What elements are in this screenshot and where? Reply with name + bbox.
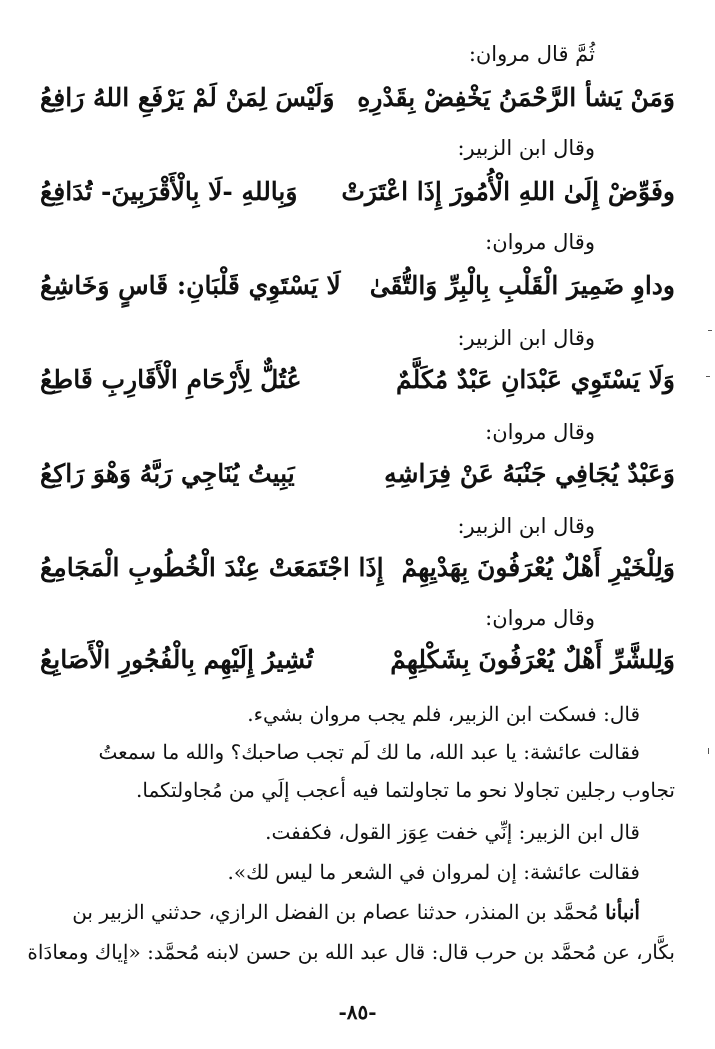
prose-paragraph-line: فقالت عائشة: يا عبد الله، ما لك لَم تجب صاحبك؟ والله ما سمعتُ: [98, 740, 640, 764]
prose-paragraph: قال: فسكت ابن الزبير، فلم يجب مروان بشيء.: [247, 702, 640, 726]
verse-second-hemistich: وَبِاللهِ -لَا بِالْأَقْرَبِينَ- تُدَافِعُ: [40, 177, 298, 206]
speaker-label: وقال ابن الزبير:: [457, 136, 595, 160]
speaker-label: ثُمَّ قال مروان:: [468, 42, 595, 66]
verse-line: [40, 266, 675, 306]
verse-second-hemistich: إِذَا اجْتَمَعَتْ عِنْدَ الْخُطُوبِ الْمَجَامِعُ: [40, 553, 384, 582]
verse-first-hemistich: وَلَا يَسْتَوِي عَبْدَانِ عَبْدٌ مُكَلَّمٌ: [395, 365, 675, 394]
prose-paragraph-line: [40, 898, 640, 927]
verse-first-hemistich: وَلِلشَّرِّ أَهْلٌ يُعْرَفُونَ بِشَكْلِهِمْ: [390, 645, 675, 674]
page-number: -٨٥-: [338, 1000, 377, 1024]
verse-line: [40, 454, 675, 494]
verse-second-hemistich: لَا يَسْتَوِي قَلْبَانِ: قَاسٍ وَخَاشِعُ: [40, 271, 341, 300]
verse-first-hemistich: وداوِ ضَمِيرَ الْقَلْبِ بِالْبِرِّ وَالتُّقَىٰ: [369, 271, 675, 300]
verse-second-hemistich: تُشِيرُ إِلَيْهِم بِالْفُجُورِ الْأَصَابِعُ: [40, 645, 314, 674]
speaker-label: وقال مروان:: [485, 606, 595, 630]
margin-mark: [708, 748, 709, 754]
verse-first-hemistich: وَلِلْخَيْرِ أَهْلٌ يُعْرَفُونَ بِهَدْيِهِمْ: [401, 553, 675, 582]
verse-second-hemistich: يَبِيتُ يُنَاجِي رَبَّهُ وَهْوَ رَاكِعُ: [40, 459, 295, 488]
verse-line: [40, 78, 675, 118]
prose-paragraph: قال ابن الزبير: إنِّي خفت عِوَز القول، فكففت.: [265, 820, 640, 844]
verse-line: [40, 172, 675, 212]
verse-first-hemistich: وفَوِّضْ إِلَىٰ اللهِ الْأُمُورَ إِذَا اعْتَرَتْ: [341, 177, 675, 206]
speaker-label: وقال ابن الزبير:: [457, 514, 595, 538]
verse-first-hemistich: وَعَبْدٌ يُجَافِي جَنْبَهُ عَنْ فِرَاشِهِ: [384, 459, 675, 488]
narration-lead-word: أنبأنا: [605, 900, 640, 924]
verse-second-hemistich: عُتُلٌّ لِأَرْحَامِ الْأَقَارِبِ قَاطِعُ: [40, 365, 302, 394]
verse-line: [40, 360, 675, 400]
verse-first-hemistich: وَمَنْ يَشأ الرَّحْمَنُ يَخْفِضْ بِقَدْرِهِ: [357, 83, 675, 112]
verse-line: [40, 640, 675, 680]
narration-text: مُحمَّد بن المنذر، حدثنا عصام بن الفضل الرازي، حدثني الزبير بن: [72, 900, 606, 924]
verse-second-hemistich: وَلَيْسَ لِمَنْ لَمْ يَرْفَعِ اللهُ رَافِعُ: [40, 83, 335, 112]
speaker-label: وقال مروان:: [485, 230, 595, 254]
prose-paragraph-line: بكَّار، عن مُحمَّد بن حرب قال: قال عبد الله بن حسن لابنه مُحمَّد: «إياك ومعادَاة: [27, 940, 675, 964]
speaker-label: وقال مروان:: [485, 420, 595, 444]
margin-mark: [706, 376, 710, 377]
margin-mark: [708, 330, 712, 331]
verse-line: [40, 548, 675, 588]
speaker-label: وقال ابن الزبير:: [457, 326, 595, 350]
prose-paragraph-line: تجاوب رجلين تجاولا نحو ما تجاولتما فيه أعجب إلَي من مُجاولتكما.: [136, 778, 675, 802]
prose-paragraph: فقالت عائشة: إن لمروان في الشعر ما ليس لك».: [227, 860, 640, 884]
